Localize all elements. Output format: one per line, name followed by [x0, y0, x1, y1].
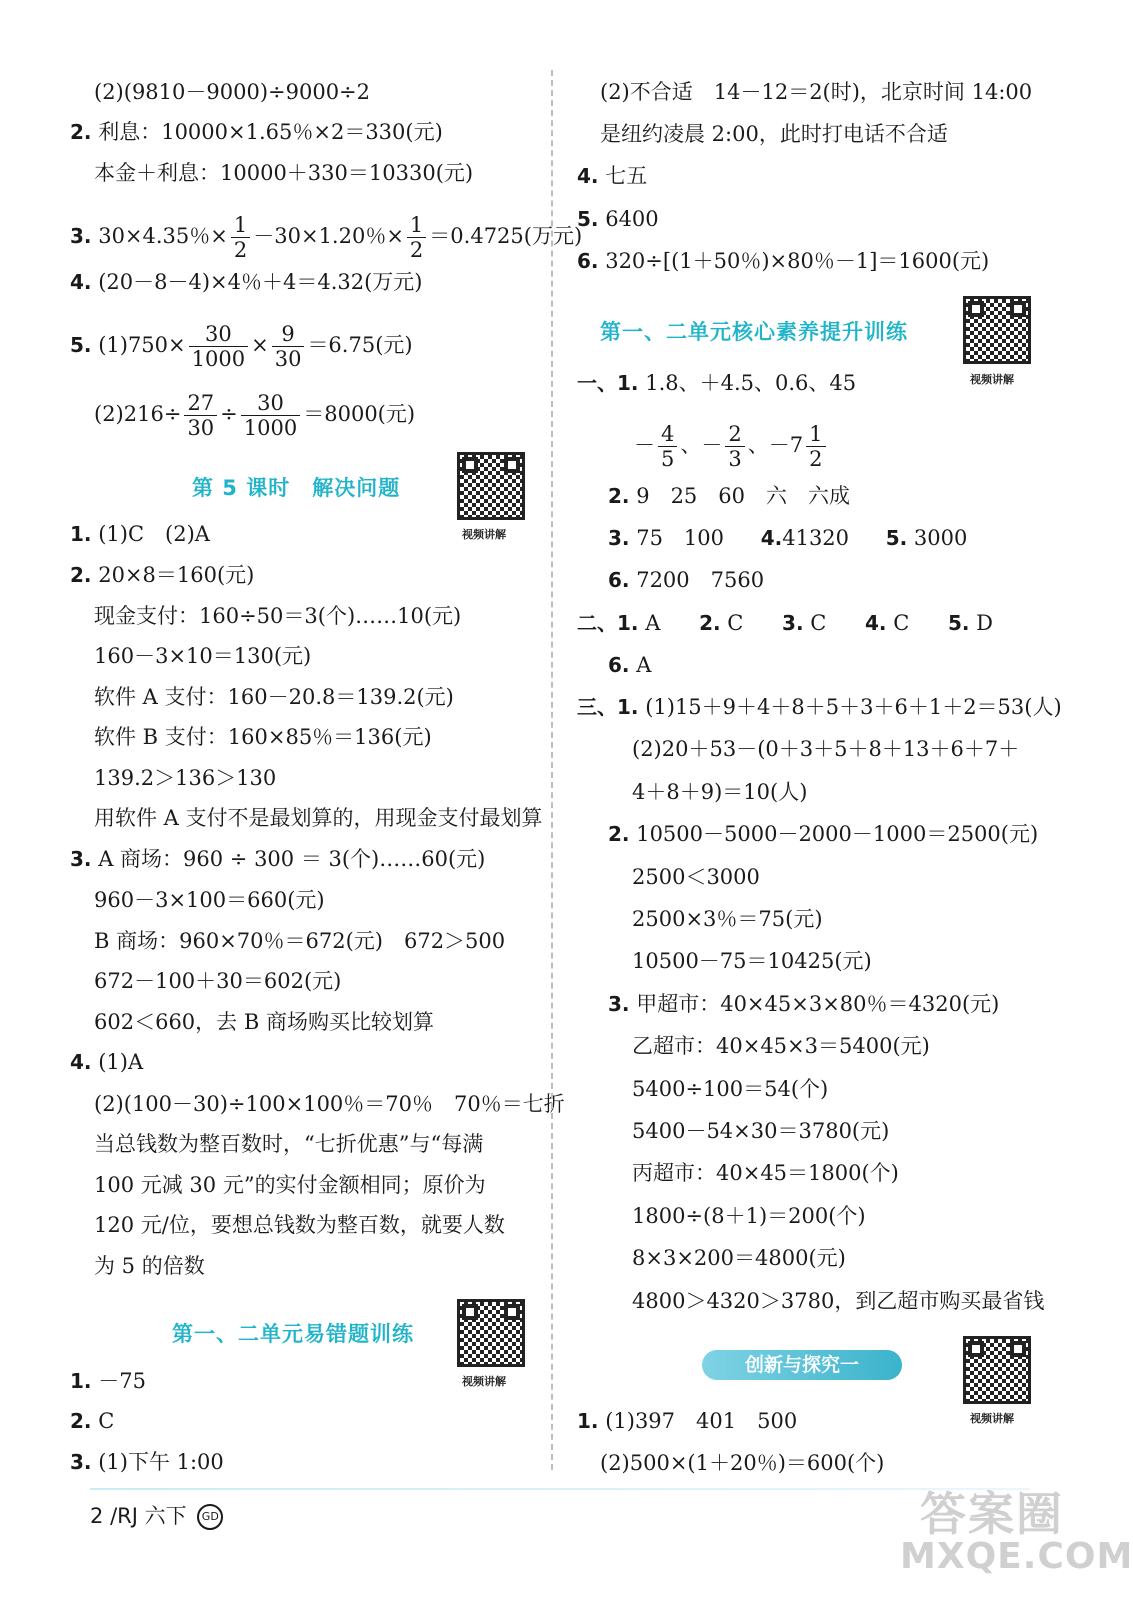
answer-line: 软件 A 支付：160－20.8＝139.2(元) — [94, 685, 454, 709]
answer-text: (1)15＋9＋4＋8＋5＋3＋6＋1＋2＝53(人) — [645, 695, 1062, 719]
answer-text: 7200 7560 — [636, 568, 765, 592]
answer-text: 利息：10000×1.65％×2＝330(元) — [98, 120, 443, 144]
answer-text: ＝0.4725(万元) — [429, 224, 583, 248]
section-title: 第一、二单元易错题训练 — [172, 1322, 414, 1346]
item-number: 1. — [70, 1369, 92, 1393]
item-number: 4. — [577, 164, 599, 188]
fraction: $\frac{30}{1000}$ — [189, 322, 248, 371]
answer-text: 七五 — [605, 164, 648, 188]
answer-text: D — [976, 611, 994, 635]
answer-line: 160－3×10＝130(元) — [94, 644, 312, 668]
answer-line — [608, 819, 1038, 849]
answer-text: ＝8000(元) — [303, 402, 416, 426]
page-footer — [90, 1500, 223, 1530]
gd-logo-icon: GD — [197, 1504, 223, 1530]
item-number: 6. — [608, 568, 630, 592]
answer-line: 8×3×200＝4800(元) — [632, 1246, 846, 1270]
answer-text: 1.8、＋4.5、0.6、45 — [645, 371, 857, 395]
answer-line: (2)(9810－9000)÷9000÷2 — [94, 80, 371, 104]
answer-text: 75 100 — [636, 526, 725, 550]
section-badge: 创新与探究一 — [702, 1350, 902, 1380]
answer-text: × — [251, 333, 269, 357]
item-number: 3. — [608, 526, 630, 550]
answer-line: 100 元减 30 元”的实付金额相同；原价为 — [94, 1173, 486, 1197]
qr-caption: 视频讲解 — [970, 373, 1014, 386]
answer-text: 甲超市：40×45×3×80％＝4320(元) — [636, 992, 1000, 1016]
answer-line — [70, 844, 485, 874]
fraction: $\frac{2}{3}$ — [725, 422, 744, 471]
item-number: 6. — [608, 653, 630, 677]
section-title: 第 5 课时 解决问题 — [192, 476, 401, 500]
answer-line: 5400－54×30＝3780(元) — [632, 1119, 890, 1143]
answer-line — [70, 560, 254, 590]
answer-line: 4＋8＋9)＝10(人) — [632, 780, 808, 804]
qr-code-icon[interactable] — [457, 1299, 525, 1367]
answer-line — [70, 267, 423, 297]
answer-line — [70, 1047, 143, 1077]
item-number: 2. — [70, 1409, 92, 1433]
edition-label: /RJ 六下 — [110, 1504, 187, 1528]
answer-text: ÷ — [220, 402, 238, 426]
answer-text: (1)750× — [98, 333, 186, 357]
answer-line: 1800÷(8＋1)＝200(个) — [632, 1204, 866, 1228]
fraction: $\frac{30}{1000}$ — [241, 391, 300, 440]
answer-line: 672－100＋30＝602(元) — [94, 969, 342, 993]
answer-line — [70, 322, 413, 371]
answer-line: 960－3×100＝660(元) — [94, 888, 325, 912]
answer-line — [577, 246, 989, 276]
item-number: 4. — [760, 526, 783, 550]
answer-line: 602＜660，去 B 商场购买比较划算 — [94, 1010, 434, 1034]
answer-line: 现金支付：160÷50＝3(个)……10(元) — [94, 604, 462, 628]
answer-text: 3000 — [913, 526, 968, 550]
answer-line: 当总钱数为整百数时，“七折优惠”与“每满 — [94, 1132, 484, 1156]
item-number: 二、1. — [577, 611, 639, 635]
item-number: 2. — [70, 563, 92, 587]
answer-line: (2)500×(1＋20％)＝600(个) — [600, 1451, 885, 1475]
item-number: 2. — [608, 484, 630, 508]
item-number: 4. — [70, 1050, 92, 1074]
answer-line — [577, 161, 647, 191]
answer-text: － — [634, 433, 655, 457]
answer-line — [608, 989, 999, 1019]
column-divider — [551, 70, 553, 1470]
watermark — [900, 1478, 1133, 1588]
qr-caption: 视频讲解 — [462, 1375, 506, 1388]
answer-line: 用软件 A 支付不是最划算的，用现金支付最划算 — [94, 806, 543, 830]
answer-text: A — [636, 653, 652, 677]
answer-line: (2)20＋53－(0＋3＋5＋8＋13＋6＋7＋ — [632, 737, 1020, 761]
answer-line: 本金＋利息：10000＋330＝10330(元) — [94, 161, 474, 185]
item-number: 5. — [70, 333, 92, 357]
item-number: 5. — [577, 207, 599, 231]
answer-text: 10500－5000－2000－1000＝2500(元) — [636, 822, 1039, 846]
answer-text: (1)397 401 500 — [605, 1409, 798, 1433]
fraction: $\frac{1}{2}$ — [806, 422, 825, 471]
fraction: $\frac{27}{30}$ — [184, 391, 217, 440]
qr-code-icon[interactable] — [963, 296, 1031, 364]
answer-line: 软件 B 支付：160×85％＝136(元) — [94, 725, 432, 749]
answer-line: 5400÷100＝54(个) — [632, 1077, 829, 1101]
answer-line: 为 5 的倍数 — [94, 1254, 205, 1278]
answer-line — [70, 1366, 146, 1396]
answer-line: 139.2＞136＞130 — [94, 766, 277, 790]
answer-line — [70, 213, 582, 262]
answer-text: 6400 — [605, 207, 659, 231]
page-number: 2 — [90, 1504, 104, 1528]
answer-line — [608, 650, 651, 680]
item-number: 3. — [608, 992, 630, 1016]
item-number: 6. — [577, 249, 599, 273]
answer-text: 、－7 — [747, 433, 804, 457]
answer-line: 120 元/位，要想总钱数为整百数，就要人数 — [94, 1213, 505, 1237]
answer-text: (2)216÷ — [94, 402, 182, 426]
answer-line: 4800＞4320＞3780，到乙超市购买最省钱 — [632, 1289, 1045, 1313]
item-number: 4. — [70, 270, 92, 294]
answer-text: －75 — [98, 1369, 146, 1393]
answer-text: 、－ — [680, 433, 723, 457]
item-number: 5. — [947, 611, 970, 635]
answer-text: 20×8＝160(元) — [98, 563, 255, 587]
item-number: 3. — [70, 1450, 92, 1474]
fraction: $\frac{1}{2}$ — [231, 213, 250, 262]
answer-line: 10500－75＝10425(元) — [632, 949, 872, 973]
answer-line: 乙超市：40×45×3＝5400(元) — [632, 1034, 930, 1058]
fraction: $\frac{1}{2}$ — [407, 213, 426, 262]
item-number: 2. — [699, 611, 721, 635]
item-number: 三、1. — [577, 695, 639, 719]
answer-line — [577, 608, 993, 638]
answer-line: (2)不合适 14－12＝2(时)，北京时间 14:00 — [600, 80, 1033, 104]
answer-line: 2500＜3000 — [632, 865, 760, 889]
qr-caption: 视频讲解 — [462, 528, 506, 541]
answer-text: A 商场：960 ÷ 300 ＝ 3(个)……60(元) — [98, 847, 486, 871]
answer-line — [70, 117, 443, 147]
answer-text: C — [98, 1409, 115, 1433]
fraction: $\frac{9}{30}$ — [272, 322, 305, 371]
answer-line — [70, 1406, 114, 1436]
item-number: 3. — [70, 224, 92, 248]
section-title: 第一、二单元核心素养提升训练 — [600, 320, 908, 344]
watermark-url: MXQE.COM — [900, 1536, 1133, 1577]
answer-text: (1)A — [98, 1050, 144, 1074]
answer-line — [70, 1447, 224, 1477]
item-number: 1. — [70, 522, 92, 546]
answer-text: C — [810, 611, 827, 635]
item-number: 2. — [608, 822, 630, 846]
answer-text: C — [727, 611, 744, 635]
answer-text: (20－8－4)×4％＋4＝4.32(万元) — [98, 270, 423, 294]
answer-text: (1)C (2)A — [98, 522, 210, 546]
item-number: 4. — [865, 611, 887, 635]
answer-text: (1)下午 1:00 — [98, 1450, 224, 1474]
answer-line — [577, 368, 856, 398]
item-number: 5. — [885, 526, 908, 550]
fraction: $\frac{4}{5}$ — [658, 422, 677, 471]
answer-line — [577, 1406, 797, 1436]
answer-text: 41320 — [782, 526, 850, 550]
answer-text: 320÷[(1＋50％)×80％－1]＝1600(元) — [605, 249, 990, 273]
answer-line: 是纽约凌晨 2:00，此时打电话不合适 — [600, 122, 948, 146]
footer-rule — [90, 1488, 1030, 1490]
answer-text: 9 25 60 六 六成 — [636, 484, 851, 508]
answer-line — [94, 391, 415, 440]
answer-text: ＝6.75(元) — [307, 333, 413, 357]
answer-line — [608, 565, 764, 595]
item-number: 2. — [70, 120, 92, 144]
qr-caption: 视频讲解 — [970, 1412, 1014, 1425]
qr-code-icon[interactable] — [963, 1336, 1031, 1404]
item-number: 3. — [782, 611, 804, 635]
answer-line: 2500×3％＝75(元) — [632, 907, 823, 931]
answer-text: 30×4.35％× — [98, 224, 228, 248]
item-number: 一、1. — [577, 371, 639, 395]
answer-text: －30×1.20％× — [253, 224, 404, 248]
answer-line — [577, 692, 1062, 722]
item-number: 3. — [70, 847, 92, 871]
watermark-text: 答案圈 — [920, 1487, 1064, 1541]
qr-code-icon[interactable] — [457, 452, 525, 520]
answer-line: 丙超市：40×45＝1800(个) — [632, 1161, 899, 1185]
item-number: 1. — [577, 1409, 599, 1433]
answer-line — [608, 481, 850, 511]
answer-text: A — [645, 611, 661, 635]
answer-line — [70, 519, 210, 549]
answer-line — [634, 422, 829, 471]
answer-line — [608, 523, 967, 553]
answer-line: B 商场：960×70％＝672(元) 672＞500 — [94, 929, 506, 953]
answer-line: (2)(100－30)÷100×100％＝70％ 70％＝七折 — [94, 1092, 565, 1116]
answer-text: C — [893, 611, 910, 635]
answer-line — [577, 204, 659, 234]
